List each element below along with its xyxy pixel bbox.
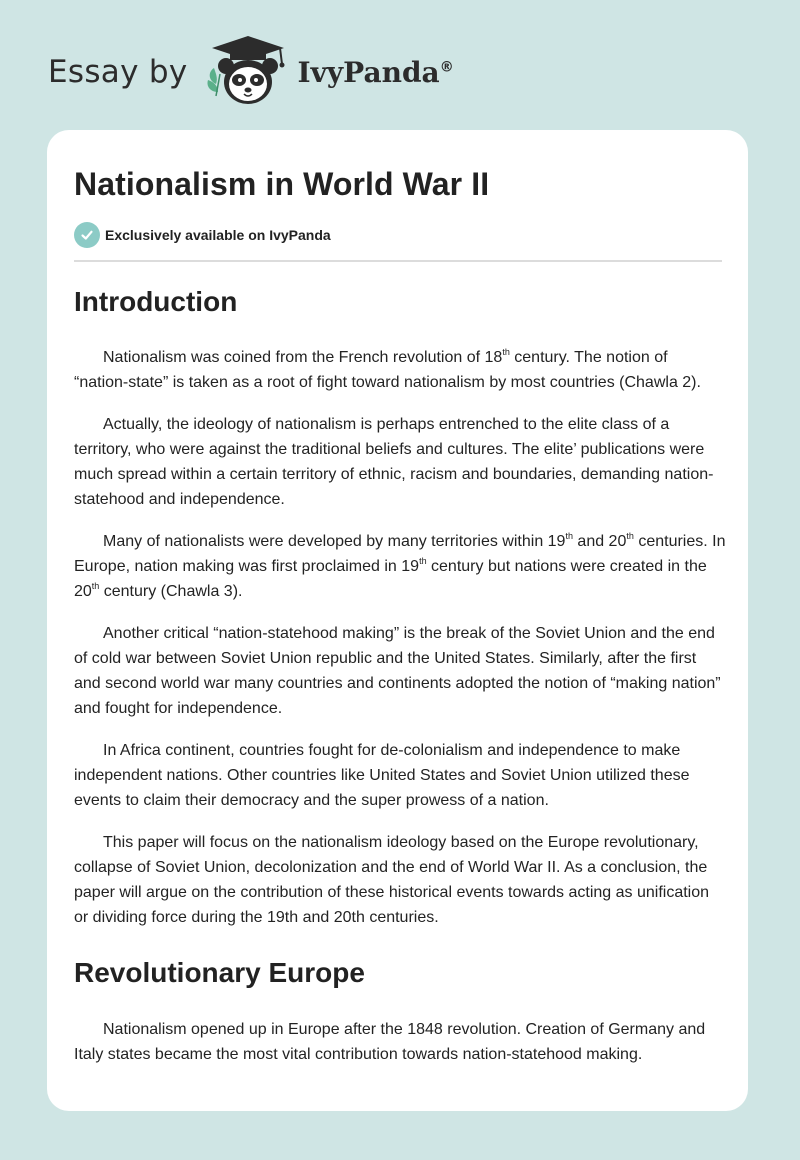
- brand-header: [48, 34, 508, 110]
- divider: [74, 260, 722, 262]
- paragraph: Actually, the ideology of nationalism is perhaps entrenched to the elite class of a territory, who were against the traditional beliefs and cultures. The elite’ publications were much spread within a certain territory of ethnic, racism and boundaries, demanding nation-statehood and independence.: [74, 416, 714, 508]
- section-heading-revolutionary-europe: Revolutionary Europe: [74, 957, 365, 988]
- panda-logo-icon: [202, 34, 294, 110]
- paragraph: Another critical “nation-statehood making” is the break of the Soviet Union and the end of cold war between Soviet Union republic and the United States. Similarly, after the first and second world war many countries and continents adopted the notion of “making nation” and fought for independence.: [74, 625, 721, 717]
- essay-title: Nationalism in World War II: [74, 166, 490, 202]
- exclusive-badge: [74, 222, 722, 248]
- paragraph: Many of nationalists were developed by many territories within 19th and 20th centuries. In Europe, nation making was first proclaimed in 19th century but nations were created in the 20th century (Chawla 3).: [74, 531, 726, 600]
- section-heading-introduction: Introduction: [74, 286, 238, 317]
- paragraph: Nationalism opened up in Europe after the 1848 revolution. Creation of Germany and Italy states became the most vital contribution towards nation-statehood making.: [74, 1021, 706, 1063]
- essay-card: [47, 130, 748, 1111]
- paragraph: In Africa continent, countries fought for de-colonialism and independence to make independent nations. Other countries like United States and Soviet Union utilized these events to claim their democracy and the super prowess of a nation.: [74, 742, 690, 809]
- brand-prefix: Essay by: [48, 54, 188, 90]
- check-icon: [74, 222, 100, 248]
- badge-label: Exclusively available on IvyPanda: [105, 227, 331, 243]
- paragraph: Nationalism was coined from the French revolution of 18th century. The notion of “nation-state” is taken as a root of fight toward nationalism by most countries (Chawla 2).: [74, 347, 701, 391]
- paragraph: This paper will focus on the nationalism ideology based on the Europe revolutionary, collapse of Soviet Union, decolonization and the end of World War II. As a conclusion, the paper will argue on the contribution of these historical events towards acting as unification or dividing force during the 19th and 20th centuries.: [74, 834, 710, 926]
- brand-name: IvyPanda®: [297, 55, 454, 89]
